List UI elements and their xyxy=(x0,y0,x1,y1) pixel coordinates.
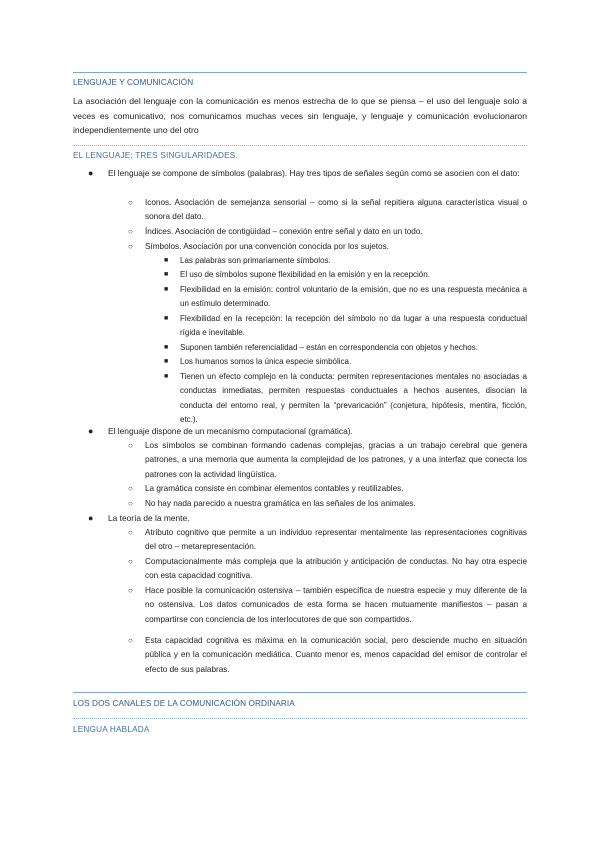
bullet-glyph: ■ xyxy=(164,358,169,365)
list-item-text: La teoría de la mente. xyxy=(108,513,190,523)
bullet-glyph: ○ xyxy=(128,499,133,508)
list-item xyxy=(128,497,527,511)
list-item-text: No hay nada parecido a nuestra gramática en las señales de los animales. xyxy=(145,499,416,508)
list-item-text: Flexibilidad en la recepción: la recepción del símbolo no da lugar a una respuesta conductual rígida e inevitable. xyxy=(180,314,527,338)
list-item xyxy=(128,584,527,627)
list-item xyxy=(88,511,527,525)
list-item-text: Símbolos. Asociación por una convención conocida por los sujetos. xyxy=(145,242,389,251)
list-item-text: Esta capacidad cognitiva es máxima en la comunicación social, pero desciende mucho en situación pública y en la comunicación mediática. Cuanto menor es, menos capacidad del emisor de controlar el efecto de sus palabras. xyxy=(145,636,527,674)
list-item-text: Computacionalmente más compleja que la atribución y anticipación de conductas. No hay otra especie con esta capacidad cognitiva. xyxy=(145,557,527,581)
list-item xyxy=(128,482,527,496)
subsection-heading: LENGUA HABLADA xyxy=(73,725,150,734)
list-item xyxy=(88,424,527,438)
section-heading: LENGUAJE Y COMUNICACIÓN xyxy=(73,78,194,87)
subsection-rule xyxy=(73,718,527,719)
list-item-text: El uso de símbolos supone flexibilidad en la emisión y en la recepción. xyxy=(180,270,430,279)
list-item-text: Hace posible la comunicación ostensiva – también específica de nuestra especie y muy diferente de la no ostensiva. Los datos comunicados de esta forma se hacen mutuamente manifiestos – pasan a compartirse con conciencia de los interlocutores de que son compartidos. xyxy=(145,586,527,624)
list-item-text: La gramática consiste en combinar elementos contables y reutilizables. xyxy=(145,484,404,493)
bullet-glyph: ○ xyxy=(128,484,133,493)
list-item xyxy=(164,355,527,369)
list-item-text: Índices. Asociación de contigüidad – conexión entre señal y dato en un todo. xyxy=(145,227,423,236)
bullet-glyph: ■ xyxy=(164,257,169,264)
bullet-glyph: ○ xyxy=(128,586,133,595)
list-item xyxy=(128,526,527,555)
bullet-glyph: ○ xyxy=(128,528,133,537)
list-item-text: El lenguaje se compone de símbolos (palabras). Hay tres tipos de señales según como se asocien con el dato: xyxy=(108,168,520,178)
bullet-glyph: ○ xyxy=(128,198,133,207)
list-item xyxy=(88,166,527,180)
bullet-glyph: ■ xyxy=(164,315,169,322)
section-heading: LOS DOS CANALES DE LA COMUNICACIÓN ORDINARIA xyxy=(73,699,295,708)
bullet-glyph: ● xyxy=(88,168,94,178)
list-item xyxy=(128,439,527,482)
bullet-glyph: ○ xyxy=(128,227,133,236)
intro-paragraph: La asociación del lenguaje con la comunicación es menos estrecha de lo que se piensa – el uso del lenguaje solo a veces es comunicativo, nos comunicamos muchas veces sin lenguaje, y lenguaje y comunicación evolucionaron independientemente uno del otro xyxy=(73,96,527,135)
bullet-glyph: ○ xyxy=(128,242,133,251)
bullet-glyph: ■ xyxy=(164,344,169,351)
list-item xyxy=(164,370,527,428)
list-item-text: Suponen también referencialidad – están en correspondencia con objetos y hechos. xyxy=(180,343,478,352)
list-item xyxy=(128,225,527,239)
list-item xyxy=(164,254,527,268)
list-item xyxy=(164,283,527,312)
list-item-text: Tienen un efecto complejo en la conducta: permiten representaciones mentales no asociadas a conductas inmediatas, permiten respuestas conductuales a hechos ausentes, disocian la conducta del entorno real, y permiten la “prevaricación” (conjetura, hipótesis, mentira, ficción, etc.). xyxy=(180,372,527,425)
list-item-text: El lenguaje dispone de un mecanismo computacional (gramática). xyxy=(108,426,353,436)
list-item-text: Atributo cognitivo que permite a un individuo representar mentalmente las representaciones cognitivas del otro – metarepresentación. xyxy=(145,528,527,552)
list-item-text: Flexibilidad en la emisión: control voluntario de la emisión, que no es una respuesta mecánica a un estímulo determinado. xyxy=(180,285,527,309)
subsection-heading: EL LENGUAJE: TRES SINGULARIDADES. xyxy=(73,151,238,160)
bullet-glyph: ● xyxy=(88,513,94,523)
bullet-glyph: ● xyxy=(88,426,94,436)
bullet-glyph: ○ xyxy=(128,557,133,566)
bullet-glyph: ■ xyxy=(164,373,169,380)
bullet-glyph: ○ xyxy=(128,636,133,645)
bullet-glyph: ■ xyxy=(164,271,169,278)
list-item-text: Los símbolos se combinan formando cadenas complejas, gracias a un trabajo cerebral que genera patrones, a una memoria que aumenta la complejidad de los patrones, y a una interfaz que conecta los patrones con la actividad lingüística. xyxy=(145,441,527,479)
list-item xyxy=(128,196,527,225)
list-item-text: Iconos. Asociación de semejanza sensorial – como si la señal repitiera alguna característica visual o sonora del dato. xyxy=(145,198,527,222)
list-item xyxy=(128,240,527,254)
section-rule xyxy=(73,72,527,73)
list-item xyxy=(128,555,527,584)
list-item xyxy=(164,341,527,355)
list-item-text: Las palabras son primariamente símbolos. xyxy=(180,256,331,265)
bullet-glyph: ■ xyxy=(164,286,169,293)
list-item xyxy=(164,268,527,282)
subsection-rule xyxy=(73,145,527,146)
list-item xyxy=(128,634,527,677)
section-rule xyxy=(73,692,527,693)
list-item xyxy=(164,312,527,341)
bullet-glyph: ○ xyxy=(128,441,133,450)
list-item-text: Los humanos somos la única especie simbólica. xyxy=(180,357,352,366)
